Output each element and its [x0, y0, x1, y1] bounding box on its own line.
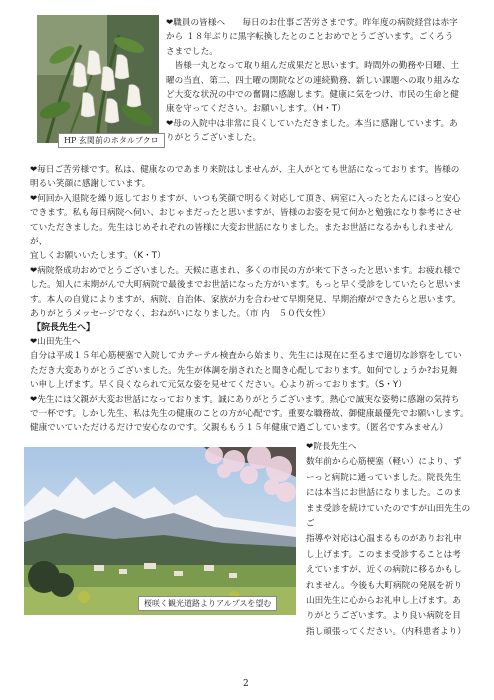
text-line: まま受診を続けていたのですが山田先生のご — [306, 503, 471, 530]
text-line: 曜の当直、第二、四土曜の開院などの連続勤務、新しい課題への取り組みな — [166, 75, 460, 86]
message-block-bottom-right — [306, 440, 472, 640]
text-line: ただき大変ありがとうございました。先生が体調を崩されたと聞き心配しております。如何でしょうか?お見舞 — [30, 365, 458, 376]
text-line: 宜しくお願いいたします。（K・T） — [30, 251, 166, 262]
photo-alps-landscape — [24, 447, 296, 615]
text-line: ❤毎日ご苦労様です。私は、健康なのであまり来院はしませんが、主人がとても世話になっております。皆様の — [30, 165, 460, 175]
text-line: 数年前から心筋梗塞（軽い）により、ず — [306, 457, 462, 468]
text-line: ❤母の入院中は非常に良くしていただきました。本当に感謝しています。あ — [166, 118, 458, 129]
text-line: ど大変な状況の中での奮闘に感謝します。健康に気をつけ、市民の生命と健 — [166, 90, 459, 101]
text-line: い申し上げます。早く良くなられて元気な姿を見せてください。心より祈っております。（S・Y） — [30, 380, 407, 391]
text-line: 自分は平成１５年心筋梗塞で入院してカテーテル検査から始まり、先生には現在に至るまで適切な診察をしてい — [30, 351, 462, 362]
message-block-top-right — [166, 16, 466, 146]
text-line: ていただきました。先生はじめそれぞれの皆様に大変お世話になりました。またお世話になるかもしれませんが、 — [30, 222, 454, 248]
text-line: さまでした。 — [166, 46, 218, 57]
photo-caption-top: HP 玄関前のホタルブクロ — [58, 133, 165, 148]
text-line: ❤職員の皆様へ 毎日のお仕事ご苦労さまです。昨年度の病院経営は赤字 — [166, 18, 458, 28]
text-line: ❤先生には父親が大変お世話になっております。誠にありがとうございます。熱心で誠実な姿勢に感謝の気持ち — [30, 394, 460, 405]
text-line: ❤山田先生へ — [30, 337, 81, 347]
page-number: 2 — [243, 679, 249, 689]
text-line: 康を守ってください。お願いします。（H・T） — [166, 104, 346, 115]
text-line: で一杯です。しかし先生、私は先生の健康のことの方が心配です。重要な職務故、御健康最優先でお願いします。 — [30, 409, 469, 420]
message-block-upper — [30, 163, 470, 321]
text-line: りがとうございました。 — [166, 133, 262, 144]
text-line: 指導や対応は心温まるものがありお礼申 — [306, 534, 462, 545]
text-line: えていますが、近くの病院に移るかもし — [306, 565, 462, 576]
text-line: できます。私も毎日病院へ伺い、おじゃまだったと思いますが、皆様のお姿を見て何かと勉強になり参考にさせ — [30, 208, 462, 219]
photo-hotarubukuro — [37, 15, 159, 143]
message-block-director — [30, 335, 470, 436]
text-line: 指し頑張ってください。（内科患者より） — [306, 626, 466, 637]
photo-caption-bottom: 桜咲く観光道路よりアルプスを望む — [138, 596, 277, 611]
bellflower-illustration — [37, 15, 159, 143]
text-line: 明るい笑顔に感謝しています。 — [30, 179, 151, 190]
text-line: 健康でいていただけるだけで安心なのです。父親ももう１５年健康で過ごしています。（匿名ですみません） — [30, 423, 448, 434]
text-line: し上げます。このまま受診することは考 — [306, 549, 461, 560]
text-line: す。本人の自覚によりますが、病院、自治体、家族が力を合わせて早期発見、早期治療ができたらと思います。 — [30, 294, 461, 305]
text-line: 山田先生に心からお礼申し上げます。あ — [306, 596, 461, 607]
section-heading: 【院長先生へ】 — [32, 323, 96, 333]
text-line: した。知人に末期がんで大町病院で最後までお世話になった方がいます。もっと早く受診をしていたらと思いま — [30, 280, 462, 291]
text-line: ❤病院祭成功おめでとうございました。天候に恵まれ、多くの市民の方が来て下さったと思います。お疲れ様で — [30, 265, 461, 276]
text-line: ❤院長先生へ — [306, 442, 357, 452]
text-line: りがとうございます。より良い病院を目 — [306, 611, 461, 622]
alps-illustration — [24, 447, 296, 615]
text-line: ーっと病院に通っていました。院長先生 — [306, 472, 462, 483]
text-line: には本当にお世話になりました。このま — [306, 488, 462, 499]
text-line: ありがとうメッセージでなく、おねがいになりました。（市 内 ５０代女性） — [30, 309, 331, 320]
text-line: ❤何回か入退院を繰り返しておりますが、いつも笑顔で明るく対応して頂き、病室に入ったとたんにほっと安心 — [30, 193, 461, 204]
text-line: れません。今後も大町病院の発展を祈り — [306, 580, 463, 591]
text-line: 皆様一丸となって取り組んだ成果だと思います。時間外の勤務や日曜、土 — [166, 61, 460, 72]
text-line: から １８年ぶりに黒字転換したとのことおめでとうございます。ごくろう — [166, 32, 454, 43]
